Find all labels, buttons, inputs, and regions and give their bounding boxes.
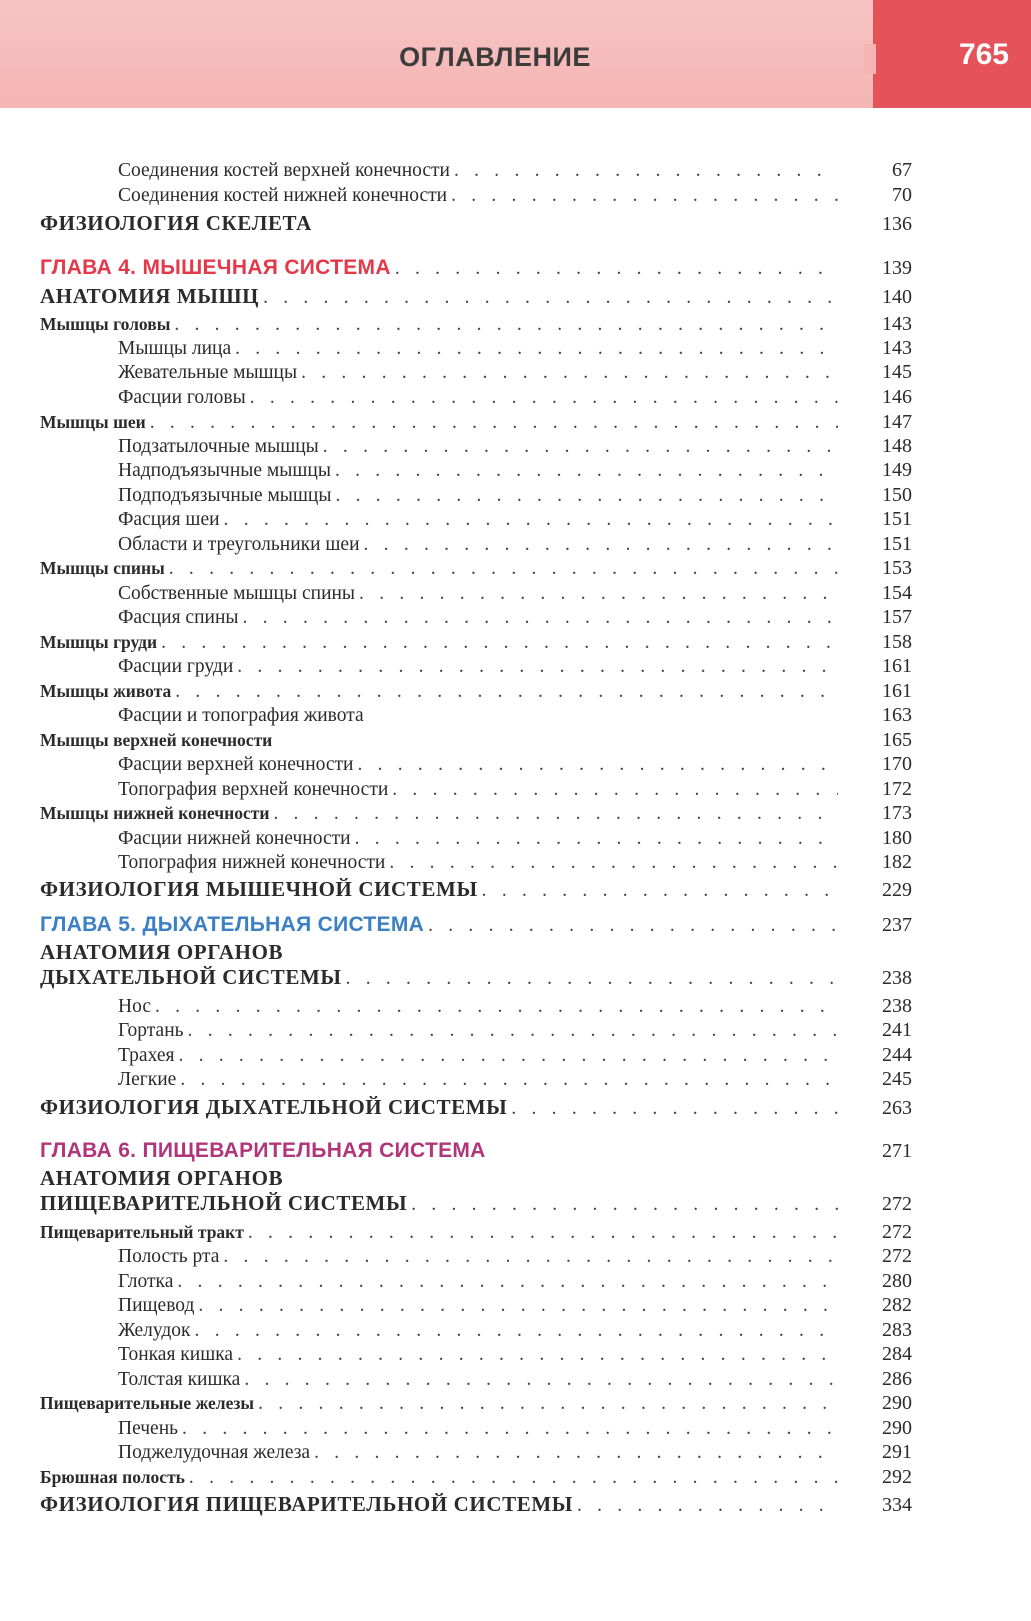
leader-dots (175, 681, 838, 703)
toc-entry-page: 157 (882, 606, 912, 628)
toc-entry-page: 282 (882, 1294, 912, 1316)
toc-entry-page: 334 (882, 1494, 912, 1516)
toc-chapter-title: ГЛАВА 4. МЫШЕЧНАЯ СИСТЕМА (40, 256, 391, 279)
toc-entry[interactable] (40, 1068, 912, 1091)
toc-entry-page: 146 (882, 386, 912, 408)
leader-dots (198, 1295, 838, 1317)
leader-dots (250, 387, 838, 409)
toc-entry-title: Гортань (118, 1020, 184, 1041)
toc-entry-page: 291 (882, 1441, 912, 1463)
toc-entry-title: Топография нижней конечности (118, 852, 386, 873)
leader-dots (577, 1495, 838, 1517)
toc-entry[interactable] (40, 459, 912, 482)
toc-entry-page: 290 (882, 1392, 912, 1414)
toc-entry-title: Топография верхней конечности (118, 779, 389, 800)
toc-entry[interactable] (40, 827, 912, 850)
toc-entry-title: Нос (118, 996, 151, 1017)
toc-chapter[interactable] (40, 1140, 912, 1163)
toc-entry-page: 143 (882, 337, 912, 359)
toc-entry-page: 238 (882, 995, 912, 1017)
toc-entry-title: Фасции нижней конечности (118, 828, 351, 849)
leader-dots (454, 160, 838, 182)
toc-entry-page: 170 (882, 753, 912, 775)
toc-entry[interactable] (40, 655, 912, 678)
toc-subsection[interactable] (40, 1221, 912, 1244)
leader-dots (482, 880, 838, 902)
leader-dots (355, 828, 838, 850)
toc-entry-title: Фасции верхней конечности (118, 754, 354, 775)
leader-dots (258, 1393, 838, 1415)
toc-subsection[interactable] (40, 1466, 912, 1489)
toc-entry[interactable] (40, 508, 912, 531)
toc-entry[interactable] (40, 753, 912, 776)
toc-section[interactable] (40, 285, 912, 309)
page-number: 765 (958, 38, 1009, 71)
toc-section[interactable] (40, 1096, 912, 1120)
leader-dots (248, 1222, 838, 1244)
leader-dots (161, 632, 838, 654)
leader-dots (411, 1194, 838, 1216)
toc-entry-title: Мышцы живота (40, 681, 172, 701)
toc-entry[interactable] (40, 435, 912, 458)
toc-entry[interactable] (40, 1441, 912, 1464)
toc-entry-title: ФИЗИОЛОГИЯ ДЫХАТЕЛЬНОЙ СИСТЕМЫ (40, 1095, 508, 1119)
toc-entry-title: Фасции груди (118, 656, 234, 677)
toc-entry[interactable] (40, 995, 912, 1018)
toc-entry-page: 280 (882, 1270, 912, 1292)
toc-entry-page: 172 (882, 778, 912, 800)
leader-dots (392, 779, 838, 801)
toc-entry-title: Мышцы лица (118, 338, 232, 359)
toc-entry-page: 153 (882, 557, 912, 579)
leader-dots (323, 436, 838, 458)
leader-dots (389, 852, 838, 874)
leader-dots (150, 412, 838, 434)
toc-entry-title: АНАТОМИЯ МЫШЦ (40, 284, 260, 308)
toc-entry[interactable] (40, 1245, 912, 1268)
toc-entry-title: Подподъязычные мышцы (118, 485, 332, 506)
toc-entry[interactable] (40, 1019, 912, 1042)
toc-entry-title: Мышцы шеи (40, 412, 146, 432)
toc-section[interactable] (40, 1493, 912, 1517)
toc-subsection[interactable] (40, 1392, 912, 1415)
toc-section-line1: АНАТОМИЯ ОРГАНОВ (40, 1166, 284, 1190)
leader-dots (314, 1442, 838, 1464)
toc-entry-title: Мышцы головы (40, 314, 171, 334)
toc-entry-page: 136 (882, 213, 912, 235)
toc-entry-page: 229 (882, 879, 912, 901)
leader-dots (169, 558, 838, 580)
toc-entry-page: 290 (882, 1417, 912, 1439)
toc-entry[interactable] (40, 1294, 912, 1317)
toc-entry-page: 161 (882, 655, 912, 677)
leader-dots (188, 1020, 838, 1042)
toc-entry-title: Фасция шеи (118, 509, 220, 530)
toc-entry-title: Фасции и топография живота (118, 705, 364, 726)
toc-entry[interactable] (40, 361, 912, 384)
leader-dots (511, 1098, 838, 1120)
toc-section[interactable] (40, 1192, 912, 1216)
toc-entry-page: 148 (882, 435, 912, 457)
toc-entry-title: Толстая кишка (118, 1369, 241, 1390)
toc-entry-page: 140 (882, 286, 912, 308)
toc-entry-title: ФИЗИОЛОГИЯ СКЕЛЕТА (40, 211, 312, 235)
toc-entry-title: Пищеварительный тракт (40, 1222, 244, 1242)
toc-entry[interactable] (40, 533, 912, 556)
page-number-tab (873, 0, 1031, 108)
toc-entry-title: Подзатылочные мышцы (118, 436, 319, 457)
toc-entry-page: 286 (882, 1368, 912, 1390)
leader-dots (273, 803, 838, 825)
toc-entry-title: ДЫХАТЕЛЬНОЙ СИСТЕМЫ (40, 965, 342, 989)
leader-dots (359, 583, 838, 605)
toc-chapter-title: ГЛАВА 5. ДЫХАТЕЛЬНАЯ СИСТЕМА (40, 913, 425, 936)
toc-entry[interactable] (40, 1270, 912, 1293)
toc-entry-page: 238 (882, 967, 912, 989)
toc-entry-page: 182 (882, 851, 912, 873)
toc-entry[interactable] (40, 159, 912, 182)
leader-dots (451, 185, 838, 207)
toc-entry-title: Жевательные мышцы (118, 362, 298, 383)
toc-entry-page: 67 (892, 159, 912, 181)
toc-entry-title: Собственные мышцы спины (118, 583, 356, 604)
toc-entry-title: Глотка (118, 1271, 174, 1292)
leader-dots (243, 607, 839, 629)
toc-entry-page: 244 (882, 1044, 912, 1066)
toc-entry-page: 163 (882, 704, 912, 726)
toc-entry-title: Мышцы верхней конечности (40, 730, 273, 750)
leader-dots (178, 1045, 838, 1067)
toc-entry-title: Полость рта (118, 1246, 220, 1267)
toc-entry-title: Поджелудочная железа (118, 1442, 311, 1463)
toc-entry[interactable] (40, 606, 912, 629)
toc-chapter-title: ГЛАВА 6. ПИЩЕВАРИТЕЛЬНАЯ СИСТЕМА (40, 1139, 486, 1162)
toc-subsection[interactable] (40, 729, 912, 752)
leader-dots (195, 1320, 838, 1342)
toc-entry-title: Мышцы спины (40, 558, 165, 578)
leader-dots (335, 485, 838, 507)
toc-entry-title: Пищевод (118, 1295, 195, 1316)
toc-chapter[interactable] (40, 914, 912, 937)
toc-entry[interactable] (40, 484, 912, 507)
toc-entry-page: 180 (882, 827, 912, 849)
toc-entry-title: Трахея (118, 1045, 175, 1066)
toc-entry-title: Пищеварительные железы (40, 1393, 255, 1413)
toc-entry[interactable] (40, 1343, 912, 1366)
toc-entry-page: 263 (882, 1097, 912, 1119)
toc-entry[interactable] (40, 1368, 912, 1391)
toc-entry-page: 161 (882, 680, 912, 702)
toc-entry[interactable] (40, 1319, 912, 1342)
toc-entry[interactable] (40, 184, 912, 207)
toc-entry[interactable] (40, 851, 912, 874)
toc-entry-title: ПИЩЕВАРИТЕЛЬНОЙ СИСТЕМЫ (40, 1191, 408, 1215)
toc-entry-title: Соединения костей нижней конечности (118, 185, 448, 206)
toc-entry-title: Печень (118, 1418, 179, 1439)
toc-section[interactable] (40, 966, 912, 990)
leader-dots (223, 1246, 838, 1268)
leader-dots (346, 968, 838, 990)
toc-entry[interactable] (40, 582, 912, 605)
toc-entry-page: 158 (882, 631, 912, 653)
leader-dots (189, 1467, 838, 1489)
toc-entry[interactable] (40, 1417, 912, 1440)
toc-entry-page: 272 (882, 1193, 912, 1215)
toc-entry-page: 272 (882, 1221, 912, 1243)
toc-entry-title: Мышцы нижней конечности (40, 803, 270, 823)
toc-entry-title: Области и треугольники шеи (118, 534, 360, 555)
toc-entry-page: 241 (882, 1019, 912, 1041)
toc-entry-page: 271 (882, 1140, 912, 1162)
leader-dots (428, 915, 838, 937)
leader-dots (237, 1344, 838, 1366)
toc-entry-page: 245 (882, 1068, 912, 1090)
toc-section-line1: АНАТОМИЯ ОРГАНОВ (40, 940, 284, 964)
toc-subsection[interactable] (40, 680, 912, 703)
toc-entry-title: ФИЗИОЛОГИЯ МЫШЕЧНОЙ СИСТЕМЫ (40, 877, 478, 901)
leader-dots (364, 534, 838, 556)
toc-entry-page: 272 (882, 1245, 912, 1267)
toc-subsection[interactable] (40, 631, 912, 654)
toc-entry-title: Тонкая кишка (118, 1344, 234, 1365)
toc-subsection[interactable] (40, 411, 912, 434)
leader-dots (237, 656, 838, 678)
toc-entry-title: Легкие (118, 1069, 177, 1090)
toc-entry-page: 173 (882, 802, 912, 824)
toc-entry-title: Брюшная полость (40, 1467, 185, 1487)
toc-entry[interactable] (40, 704, 912, 727)
toc-entry-page: 139 (882, 257, 912, 279)
toc-entry-page: 145 (882, 361, 912, 383)
leader-dots (235, 338, 838, 360)
toc-entry-page: 237 (882, 914, 912, 936)
leader-dots (177, 1271, 838, 1293)
page-header (0, 0, 1031, 108)
toc-entry-page: 284 (882, 1343, 912, 1365)
toc-entry[interactable] (40, 1044, 912, 1067)
section-title: ОГЛАВЛЕНИЕ (399, 42, 591, 72)
toc-entry-title: Надподъязычные мышцы (118, 460, 331, 481)
toc-entry-page: 151 (882, 508, 912, 530)
leader-dots (244, 1369, 838, 1391)
toc-section[interactable] (40, 212, 912, 236)
toc-entry-title: Желудок (118, 1320, 191, 1341)
toc-entry-page: 151 (882, 533, 912, 555)
toc-entry[interactable] (40, 386, 912, 409)
toc-entry-title: Фасции головы (118, 387, 246, 408)
leader-dots (301, 362, 838, 384)
toc-chapter[interactable] (40, 257, 912, 280)
toc-entry[interactable] (40, 337, 912, 360)
toc-subsection[interactable] (40, 557, 912, 580)
toc-entry-page: 150 (882, 484, 912, 506)
leader-dots (174, 314, 838, 336)
leader-dots (224, 509, 838, 531)
toc-entry-title: Фасция спины (118, 607, 239, 628)
leader-dots (155, 996, 838, 1018)
leader-dots (335, 460, 838, 482)
toc-section[interactable] (40, 878, 912, 902)
leader-dots (357, 754, 838, 776)
toc-entry-page: 165 (882, 729, 912, 751)
leader-dots (263, 287, 838, 309)
toc-entry-title: Мышцы груди (40, 632, 158, 652)
toc-entry-page: 283 (882, 1319, 912, 1341)
toc-subsection[interactable] (40, 802, 912, 825)
toc-entry-page: 292 (882, 1466, 912, 1488)
leader-dots (395, 258, 838, 280)
toc-entry-page: 147 (882, 411, 912, 433)
toc-entry-page: 143 (882, 313, 912, 335)
toc-entry-title: Соединения костей верхней конечности (118, 160, 450, 181)
toc-entry-page: 149 (882, 459, 912, 481)
toc-entry[interactable] (40, 778, 912, 801)
leader-dots (182, 1418, 838, 1440)
toc-entry-page: 70 (892, 184, 912, 206)
toc-subsection[interactable] (40, 313, 912, 336)
leader-dots (180, 1069, 838, 1091)
toc-entry-page: 154 (882, 582, 912, 604)
toc-entry-title: ФИЗИОЛОГИЯ ПИЩЕВАРИТЕЛЬНОЙ СИСТЕМЫ (40, 1492, 573, 1516)
